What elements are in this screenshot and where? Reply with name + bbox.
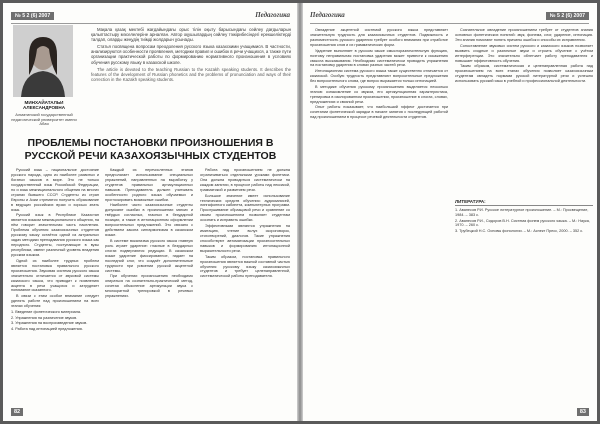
paragraph: В системе вокализма русского языка главную роль играет ударение: гласные в безударных слогах подвергаются редукции. В казахском языке ударение фиксированное, падает на последний слог, что создаёт дополнительные трудности при усвоении русской акцентной системы. bbox=[105, 238, 193, 273]
paragraph: Интонационная система русского языка также существенно отличается от казахской. Особую трудность представляют вопросительные предложения без вопросительного слова, где вопрос выражается только интонацией. bbox=[310, 69, 448, 84]
issue-number: № 5 2 (6) 2007 bbox=[11, 12, 54, 20]
paragraph: Овладение акцентной системой русского языка представляет значительную трудность для казахоязычных студентов. Подвижность и разноместность русского ударения требует особого внимания при отработке произношения слов и их грамматических форм. bbox=[310, 28, 448, 47]
running-header bbox=[310, 11, 589, 24]
reference-item: 1. Аванесов Р.И. Русское литературное произношение. – М.: Просвещение, 1984. – 383 с. bbox=[455, 208, 589, 217]
author-affiliation: Алматинский государственный педагогический университет имени Абая bbox=[11, 112, 77, 127]
paragraph: Опыт работы показывает, что наибольший эффект достигается при сочетании фонетической зарядки в начале занятия с последующей работой над произношением в процессе речевой деятельности студентов. bbox=[310, 105, 448, 120]
paragraph: Таким образом, постановка правильного произношения является важной составной частью обучения русскому языку казахоязычных студентов и требует целенаправленной, систематической работы преподавателя. bbox=[200, 254, 290, 279]
page-number: 82 bbox=[11, 408, 23, 416]
paragraph: Наиболее часто казахоязычные студенты допускают ошибки в произношении мягких и твёрдых согласных, гласных в безударной позиции, а также в интонационном оформлении вопросительных предложений. Это связано с действием закона сингармонизма в казахском языке. bbox=[105, 203, 193, 238]
list-item: 2. Упражнения на различение звуков. bbox=[11, 315, 78, 320]
paragraph: Сознательное овладение произношением требует от студентов знания основных фонетических понятий: звук, фонема, слог, ударение, интонация. Эти знания помогают понять причины ошибок и способы их исправления. bbox=[455, 28, 593, 42]
abstract-english: The article is devoted to the teaching Russian to the Kazakh speaking students. It describes the features of the development of Russian phonetics and the problems of pronunciation and ways of their correction in the Kazakh speaking students. bbox=[91, 66, 291, 82]
running-header bbox=[11, 11, 290, 24]
paragraph: Таким образом, систематическая и целенаправленная работа над произношением на всех этапах обучения позволяет казахоязычным студентам овладеть нормами русской литературной речи и успешно использовать русский язык в учебной и профессиональной деятельности. bbox=[455, 64, 593, 84]
literature-heading: ЛИТЕРАТУРА: bbox=[455, 199, 593, 206]
paragraph: Большое значение имеет использование технических средств обучения: аудиозаписей, лингафонного кабинета, компьютерных программ. Прослушивание образцовой речи и сравнение со своим произношением позволяет студентам осознать и исправить ошибки. bbox=[200, 193, 290, 223]
list-item: 4. Работа над интонацией предложения. bbox=[11, 327, 83, 332]
paragraph: В методике обучения русскому произношению выделяется несколько этапов: ознакомление со звуком, его артикуляционная характеристика, тренировка в изолированном произношении, произношение в слогах, словах, предложениях и связной речи. bbox=[310, 84, 448, 104]
text-column-3 bbox=[200, 168, 290, 404]
paragraph: При обучении произношению необходимо опираться на сознательно-практический метод, сочетая объяснение артикуляции звука с многократной тренировкой в речевых упражнениях. bbox=[105, 274, 193, 299]
paragraph: Работа над произношением не должна ограничиваться отдельными уроками фонетики. Она должна проводиться систематически на каждом занятии, в процессе работы над лексикой, грамматикой и развитием речи. bbox=[200, 168, 290, 192]
list-item: 1. Введение фонетического материала. bbox=[11, 309, 82, 314]
text-column-2 bbox=[105, 168, 193, 404]
paragraph: Русский язык – национальное достояние русского народа, одно из наиболее развитых и богатых языков в мире. Это не только государственный язык Российской Федерации, но и язык межнационального общения на многих странах бывшего СССР. Студенты из стран Европы и Азии стремятся получить образование в ведущих российских вузах и хорошо знать язык. bbox=[11, 168, 99, 212]
reference-item: 3. Трубецкой Н.С. Основы фонологии. – М.: Аспект Пресс, 2000. – 352 с. bbox=[455, 229, 584, 234]
author-photo bbox=[13, 25, 73, 97]
right-page bbox=[303, 3, 597, 421]
article-title: ПРОБЛЕМЫ ПОСТАНОВКИ ПРОИЗНОШЕНИЯ В РУССКОЙ РЕЧИ КАЗАХОЯЗЫЧНЫХ СТУДЕНТОВ bbox=[24, 137, 277, 162]
journal-section: Педагогика bbox=[310, 11, 345, 19]
paragraph: Русский язык в Республике Казахстан является языком межнационального общения, на нём говорит значительная часть населения. Проблема обучения казахоязычных студентов русскому языку остаётся одной из актуальных задач методики преподавания русского языка как неродного. Студенты, поступающие в вузы республики, имеют различный уровень владения русским языком. bbox=[11, 213, 99, 257]
paragraph: Ударение выполняет в русском языке смыслоразличительную функцию, поэтому неправильная постановка ударения может привести к искажению смысла высказывания. Необходимо систематически проводить упражнения на постановку ударения в словах разных частей речи. bbox=[310, 48, 448, 68]
issue-number: № 5 2 (6) 2007 bbox=[546, 12, 589, 20]
literature-list bbox=[455, 199, 593, 235]
list-item: 3. Упражнения на воспроизведение звуков. bbox=[11, 321, 88, 326]
paragraph: Сопоставление звуковых систем русского и казахского языков позволяет выявить сходные и различные звуки и строить обучение с учётом интерференции. Это значительно облегчает работу преподавателя и повышает эффективность обучения. bbox=[455, 43, 593, 63]
page-number: 83 bbox=[577, 408, 589, 416]
paragraph: В связи с этим особое внимание следует уделять работе над произношением на всех этапах обучения: bbox=[11, 294, 99, 309]
abstract-kazakh: Мақала қазақ мектебі жағдайындағы орыс тілін оқыту барысындағы сөйлеу дағдыларын қалыптастыру мәселелеріне арналған. Автор оқушылардың сөйлеу тәжірибесіндегі ерекшеліктерді талдап, оларды жеңудің тиімді жолдарын ұсынады. bbox=[91, 27, 291, 43]
abstract-russian: Статья посвящена вопросам преодоления русского языка казахскими учащимися. В частности, анализируются особенности проявления, методики правил и ошибок в речи учащихся, а также пути организации практической работы по формированию нормативного произношения в условиях обучения русскому языку в казахской школе. bbox=[91, 44, 292, 65]
text-column-4 bbox=[310, 28, 448, 404]
author-name: МИНХАЙАТАЛЬИ АЛЕКСАНДРОВНА bbox=[22, 100, 66, 111]
reference-item: 2. Аванесов Р.И., Сидоров В.Н. Система фонем русского языка. – М.: Наука, 1970. – 260 с. bbox=[455, 218, 590, 228]
paragraph: Каждый из перечисленных этапов предполагает использование специальных упражнений, направленных на выработку у студентов правильных артикуляционных навыков. Преподаватель должен учитывать особенности родного языка обучаемых и прогнозировать возможные ошибки. bbox=[105, 168, 193, 202]
journal-section: Педагогика bbox=[255, 11, 290, 19]
left-page bbox=[3, 3, 297, 421]
text-column-5 bbox=[455, 28, 593, 190]
paragraph: Одной из наиболее трудных проблем является постановка правильного русского произношения. Звуковая система русского языка значительно отличается от звуковой системы казахского языка, что приводит к появлению акцента в речи учащихся и затрудняет понимание сказанного. bbox=[11, 258, 99, 293]
text-column-1 bbox=[11, 168, 99, 404]
paragraph: Эффективными являются упражнения на имитацию, чтение вслух скороговорок, стихотворений, диалогов. Такие упражнения способствуют автоматизации произносительных навыков и формированию интонационной выразительности речи. bbox=[200, 224, 290, 253]
abstract bbox=[91, 27, 291, 84]
